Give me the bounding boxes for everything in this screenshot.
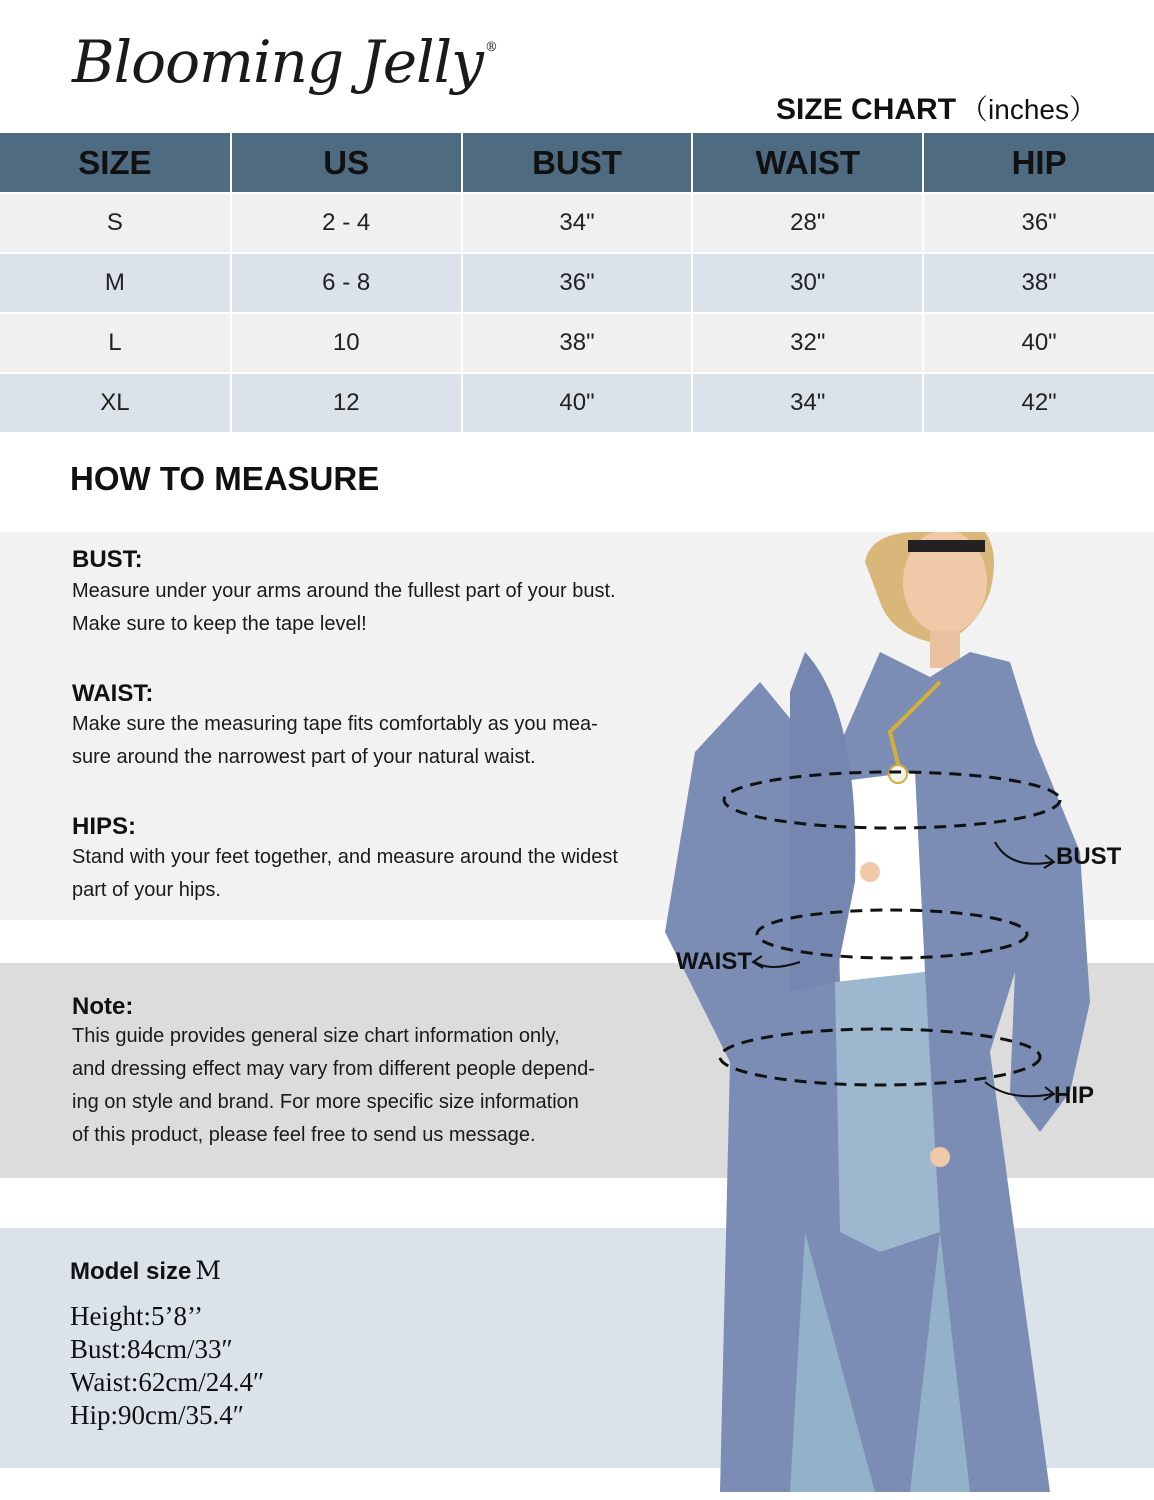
- table-cell: 10: [231, 313, 462, 373]
- waist-line: sure around the narrowest part of your natural waist.: [72, 746, 536, 768]
- figure-label-bust: BUST: [1056, 843, 1122, 870]
- size-table: [0, 133, 1154, 432]
- table-cell: L: [0, 313, 231, 373]
- table-row: [0, 313, 1154, 373]
- figure-label-waist: WAIST: [676, 948, 752, 975]
- figure-label-hip: HIP: [1054, 1082, 1095, 1109]
- table-row: [0, 193, 1154, 253]
- table-cell: 36": [462, 253, 693, 313]
- hips-instructions: [72, 841, 652, 907]
- model-size-heading: [70, 1256, 221, 1286]
- size-chart-label: SIZE CHART: [776, 93, 957, 126]
- table-cell: 28": [692, 193, 923, 253]
- waist-line: Make sure the measuring tape fits comfortably as you mea-: [72, 713, 598, 735]
- header-hip: HIP: [923, 133, 1154, 193]
- table-cell: 42": [923, 373, 1154, 432]
- brand-logo: [72, 28, 497, 96]
- note-line: This guide provides general size chart information only,: [72, 1025, 560, 1047]
- table-cell: 34": [692, 373, 923, 432]
- table-row: [0, 253, 1154, 313]
- hips-line: part of your hips.: [72, 879, 221, 901]
- note-line: and dressing effect may vary from different people depend-: [72, 1058, 595, 1080]
- model-height: Height:5’8’’: [70, 1301, 203, 1331]
- bust-line: Measure under your arms around the fullest part of your bust.: [72, 580, 616, 602]
- header-size: SIZE: [0, 133, 231, 193]
- model-size-value: M: [195, 1256, 221, 1285]
- table-cell: 38": [462, 313, 693, 373]
- table-cell: 30": [692, 253, 923, 313]
- table-cell: 40": [923, 313, 1154, 373]
- hips-heading: HIPS:: [72, 813, 137, 840]
- table-cell: 32": [692, 313, 923, 373]
- table-cell: 6 - 8: [231, 253, 462, 313]
- note-text: [72, 1020, 652, 1152]
- table-cell: M: [0, 253, 231, 313]
- how-to-measure-title: HOW TO MEASURE: [70, 460, 380, 497]
- table-cell: XL: [0, 373, 231, 432]
- note-line: ing on style and brand. For more specific size information: [72, 1091, 579, 1113]
- table-row: [0, 373, 1154, 432]
- model-figure-illustration: [640, 532, 1150, 1500]
- model-hip: Hip:90cm/35.4″: [70, 1400, 244, 1430]
- bust-line: Make sure to keep the tape level!: [72, 613, 367, 635]
- table-cell: 2 - 4: [231, 193, 462, 253]
- size-chart-title: [776, 88, 1097, 128]
- header-bust: BUST: [462, 133, 693, 193]
- table-cell: 36": [923, 193, 1154, 253]
- waist-instructions: [72, 708, 652, 774]
- hips-line: Stand with your feet together, and measure around the widest: [72, 846, 618, 868]
- model-figure: [665, 532, 1090, 1492]
- model-size-label: Model size: [70, 1258, 192, 1285]
- size-chart-unit: （inches）: [960, 94, 1097, 125]
- header-waist: WAIST: [692, 133, 923, 193]
- header-us: US: [231, 133, 462, 193]
- model-waist: Waist:62cm/24.4″: [70, 1367, 265, 1397]
- table-cell: 40": [462, 373, 693, 432]
- note-line: of this product, please feel free to send us message.: [72, 1124, 536, 1146]
- brand-logo-text: Blooming Jelly: [72, 28, 483, 96]
- table-cell: 38": [923, 253, 1154, 313]
- model-stats: [70, 1300, 264, 1432]
- model-bust: Bust:84cm/33″: [70, 1334, 233, 1364]
- note-heading: Note:: [72, 993, 134, 1020]
- table-cell: 34": [462, 193, 693, 253]
- bust-heading: BUST:: [72, 546, 143, 573]
- table-cell: 12: [231, 373, 462, 432]
- table-cell: S: [0, 193, 231, 253]
- table-header-row: [0, 133, 1154, 193]
- bust-instructions: [72, 575, 652, 641]
- waist-heading: WAIST:: [72, 680, 154, 707]
- registered-mark: ®: [484, 40, 497, 55]
